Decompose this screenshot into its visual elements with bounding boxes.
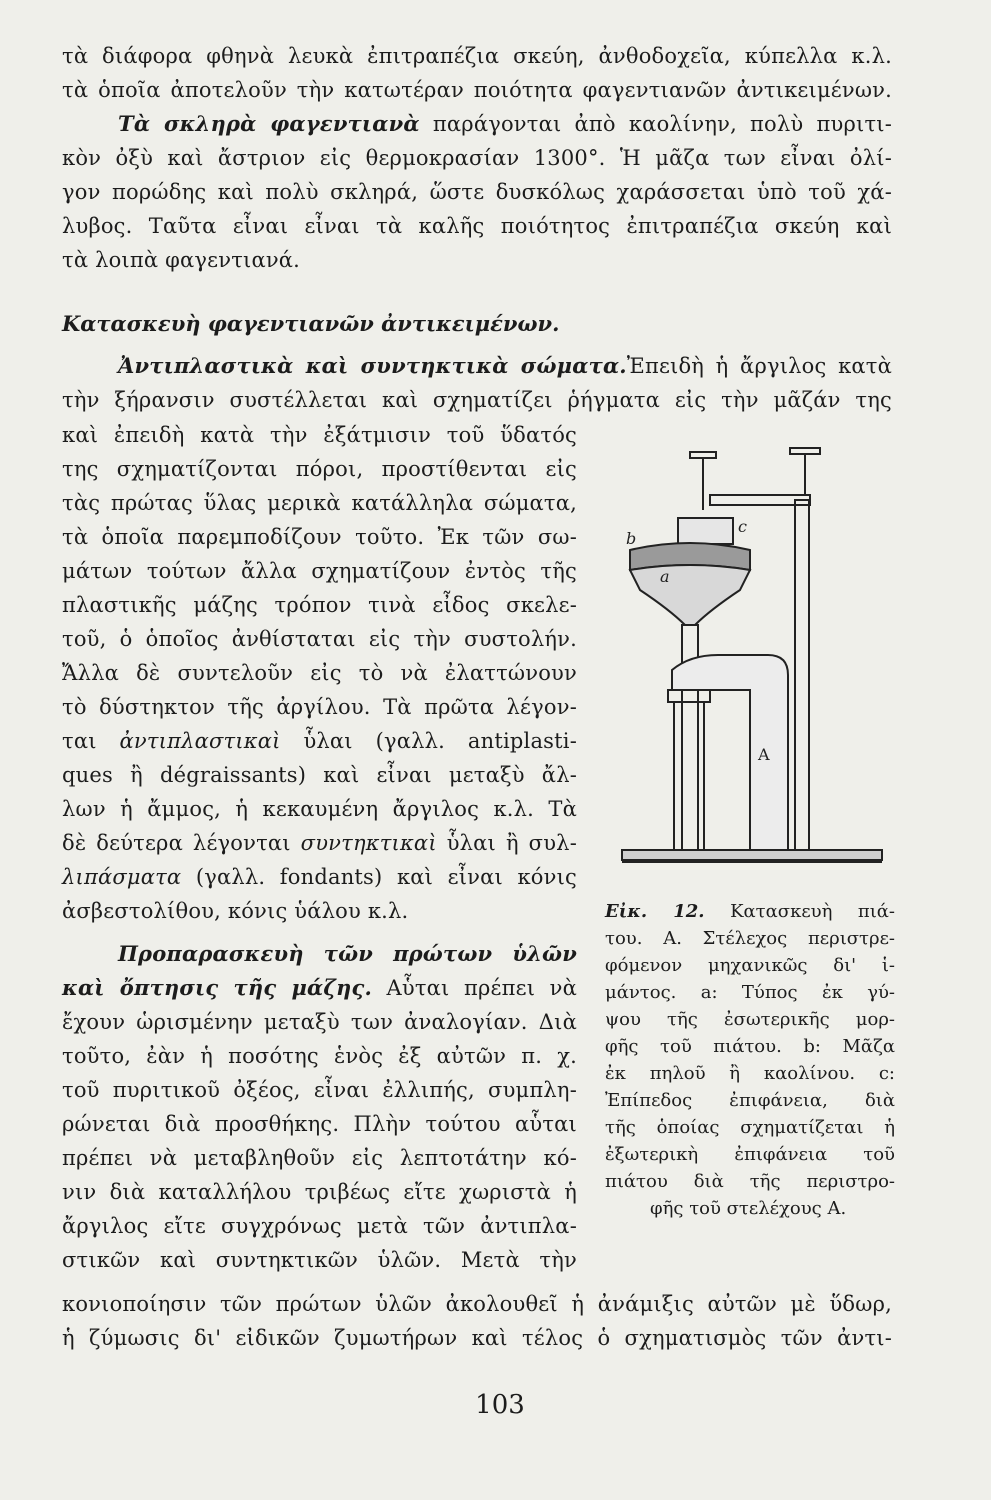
label-c: c	[738, 517, 747, 536]
text-line: τὰ ὁποῖα παρεμποδίζουν τοῦτο. Ἐκ τῶν σω-	[62, 525, 577, 549]
text-line: πρέπει νὰ μεταβληθοῦν εἰς λεπτοτάτην κό-	[62, 1146, 577, 1170]
label-a: a	[660, 567, 670, 586]
right-handle	[790, 448, 820, 454]
profile-block-c	[678, 518, 733, 544]
figure-caption-line: μάντος. a: Τύπος ἐκ γύ-	[605, 982, 895, 1003]
text-span: Αὗται πρέπει νὰ	[372, 976, 577, 1000]
term-antiplastic: Ἀντιπλαστικὰ καὶ συντηκτικὰ σώματα.	[118, 353, 627, 378]
text-line: τοῦ, ὁ ὁποῖος ἀνθίσταται εἰς τὴν συστολήν.	[62, 627, 577, 651]
text-line	[62, 974, 577, 1002]
text-span: παράγονται ἀπὸ καολίνην, πολὺ πυριτι-	[419, 112, 892, 136]
paragraph-antiplastic-line	[118, 352, 892, 380]
text-line: μάτων τούτων ἄλλα σχηματίζουν ἐντὸς τῆς	[62, 559, 577, 583]
jigger-illustration	[600, 440, 900, 870]
text-line: τὰ λοιπὰ φαγεντιανά.	[62, 248, 301, 272]
term-preparation: Προπαρασκευὴ τῶν πρώτων ὑλῶν	[118, 941, 577, 966]
text-line: πλαστικῆς μάζης τρόπον τινὰ εἶδος σκελε-	[62, 593, 577, 617]
text-line: τὰ διάφορα φθηνὰ λευκὰ ἐπιτραπέζια σκεύη, ἀνθοδοχεῖα, κύπελλα κ.λ.	[62, 44, 892, 68]
figure-caption-line: τῆς ὁποίας σχηματίζεται ἡ	[605, 1117, 895, 1138]
figure-caption-line: Ἐπίπεδος ἐπιφάνεια, διὰ	[605, 1090, 895, 1111]
text-span: Κατασκευὴ πιά-	[704, 901, 895, 922]
text-line: ques ἢ dégraissants) καὶ εἶναι μεταξὺ ἄλ-	[62, 763, 577, 787]
text-line	[62, 863, 577, 891]
base-plate	[622, 850, 882, 860]
term-fluxing-materials: συντηκτικαὶ	[300, 831, 437, 855]
label-A: A	[758, 745, 770, 764]
text-line: ἔχουν ὡρισμένην μεταξὺ των ἀναλογίαν. Διὰ	[62, 1010, 577, 1034]
text-line: στικῶν καὶ συντηκτικῶν ὑλῶν. Μετὰ τὴν	[62, 1248, 577, 1272]
text-line: κονιοποίησιν τῶν πρώτων ὑλῶν ἀκολουθεῖ ἡ ἀνάμιξις αὐτῶν μὲ ὕδωρ,	[62, 1292, 892, 1316]
label-b: b	[626, 529, 637, 548]
text-span: (γαλλ. fondants) καὶ εἶναι κόνις	[181, 865, 577, 889]
spindle-collar	[668, 690, 710, 702]
text-line: ἀσβεστολίθου, κόνις ὑάλου κ.λ.	[62, 899, 409, 923]
figure-caption-line: φόμενον μηχανικῶς δι' ἱ-	[605, 955, 895, 976]
figure-caption-line: ψου τῆς ἐσωτερικῆς μορ-	[605, 1009, 895, 1030]
text-span: ται	[62, 729, 120, 753]
term-hard-faience: Τὰ σκληρὰ φαγεντιανὰ	[118, 111, 420, 136]
figure-caption-line: φῆς τοῦ πιάτου. b: Μᾶζα	[605, 1036, 895, 1057]
term-antiplastic-materials: ἀντιπλαστικαὶ	[119, 729, 281, 753]
text-line: Ἄλλα δὲ συντελοῦν εἰς τὸ νὰ ἐλαττώνουν	[62, 661, 577, 685]
paragraph-hard-faience-line	[118, 110, 892, 138]
text-line: λων ἡ ἄμμος, ἡ κεκαυμένη ἄργιλος κ.λ. Τὰ	[62, 797, 577, 821]
text-line: γον πορώδης καὶ πολὺ σκληρά, ὥστε δυσκόλως χαράσσεται ὑπὸ τοῦ χά-	[62, 180, 892, 204]
text-line: καὶ ἐπειδὴ κατὰ τὴν ἐξάτμισιν τοῦ ὕδατός	[62, 423, 577, 447]
page-number: 103	[475, 1390, 525, 1420]
text-line: τοῦτο, ἐὰν ἡ ποσότης ἑνὸς ἐξ αὐτῶν π. χ.	[62, 1044, 577, 1068]
text-line	[62, 727, 577, 755]
term-fluxes: λιπάσματα	[62, 865, 182, 889]
text-line: της σχηματίζονται πόροι, προστίθενται εἰς	[62, 457, 577, 481]
figure-label: Εἰκ. 12.	[605, 901, 705, 922]
text-line: τὰς πρώτας ὕλας μερικὰ κατάλληλα σώματα,	[62, 491, 577, 515]
term-firing: καὶ ὄπτησις τῆς μάζης.	[62, 975, 373, 1000]
paragraph-preparation-line	[118, 940, 577, 968]
housing-A	[672, 655, 788, 850]
lower-column	[674, 702, 704, 850]
text-span: ὗλαι (γαλλ. antiplasti-	[280, 729, 577, 753]
text-line: κὸν ὀξὺ καὶ ἄστριον εἰς θερμοκρασίαν 1300°. Ἡ μᾶζα των εἶναι ὀλί-	[62, 146, 892, 170]
text-line: ρώνεται διὰ προσθήκης. Πλὴν τούτου αὗται	[62, 1112, 577, 1136]
text-line: τὸ δύστηκτον τῆς ἀργίλου. Τὰ πρῶτα λέγον-	[62, 695, 577, 719]
figure-caption-line	[605, 898, 895, 925]
mould-a	[630, 565, 750, 625]
text-span: δὲ δεύτερα λέγονται	[62, 831, 301, 855]
figure-caption-line: φῆς τοῦ στελέχους Α.	[650, 1198, 847, 1219]
section-heading: Κατασκευὴ φαγεντιανῶν ἀντικειμένων.	[62, 311, 560, 336]
left-handle	[690, 452, 716, 458]
text-line: νιν διὰ καταλλήλου τριβέως εἴτε χωριστὰ ἡ	[62, 1180, 577, 1204]
figure-caption-line: πιάτου διὰ τῆς περιστρο-	[605, 1171, 895, 1192]
figure-caption-line: του. Α. Στέλεχος περιστρε-	[605, 928, 895, 949]
figure-caption-line: ἐξωτερικὴ ἐπιφάνεια τοῦ	[605, 1144, 895, 1165]
figure-caption-line: ἐκ πηλοῦ ἢ καολίνου. c:	[605, 1063, 895, 1084]
arm-column	[795, 500, 809, 850]
text-line: τὰ ὁποῖα ἀποτελοῦν τὴν κατωτέραν ποιότητα φαγεντιανῶν ἀντικειμένων.	[62, 78, 892, 102]
text-line: ἡ ζύμωσις δι' εἰδικῶν ζυμωτήρων καὶ τέλος ὁ σχηματισμὸς τῶν ἀντι-	[62, 1326, 892, 1350]
text-line: τοῦ πυριτικοῦ ὀξέος, εἶναι ἐλλιπής, συμπλη-	[62, 1078, 577, 1102]
text-span: ὗλαι ἢ συλ-	[436, 831, 577, 855]
text-span: Ἐπειδὴ ἡ ἄργιλος κατὰ	[626, 354, 892, 378]
text-line: ἄργιλος εἴτε συγχρόνως μετὰ τῶν ἀντιπλα-	[62, 1214, 577, 1238]
text-line: λυβος. Ταῦτα εἶναι εἶναι τὰ καλῆς ποιότητος ἐπιτραπέζια σκεύη καὶ	[62, 214, 892, 238]
text-line	[62, 829, 577, 857]
text-line: τὴν ξήρανσιν συστέλλεται καὶ σχηματίζει ῥήγματα εἰς τὴν μᾶζάν της	[62, 388, 892, 412]
